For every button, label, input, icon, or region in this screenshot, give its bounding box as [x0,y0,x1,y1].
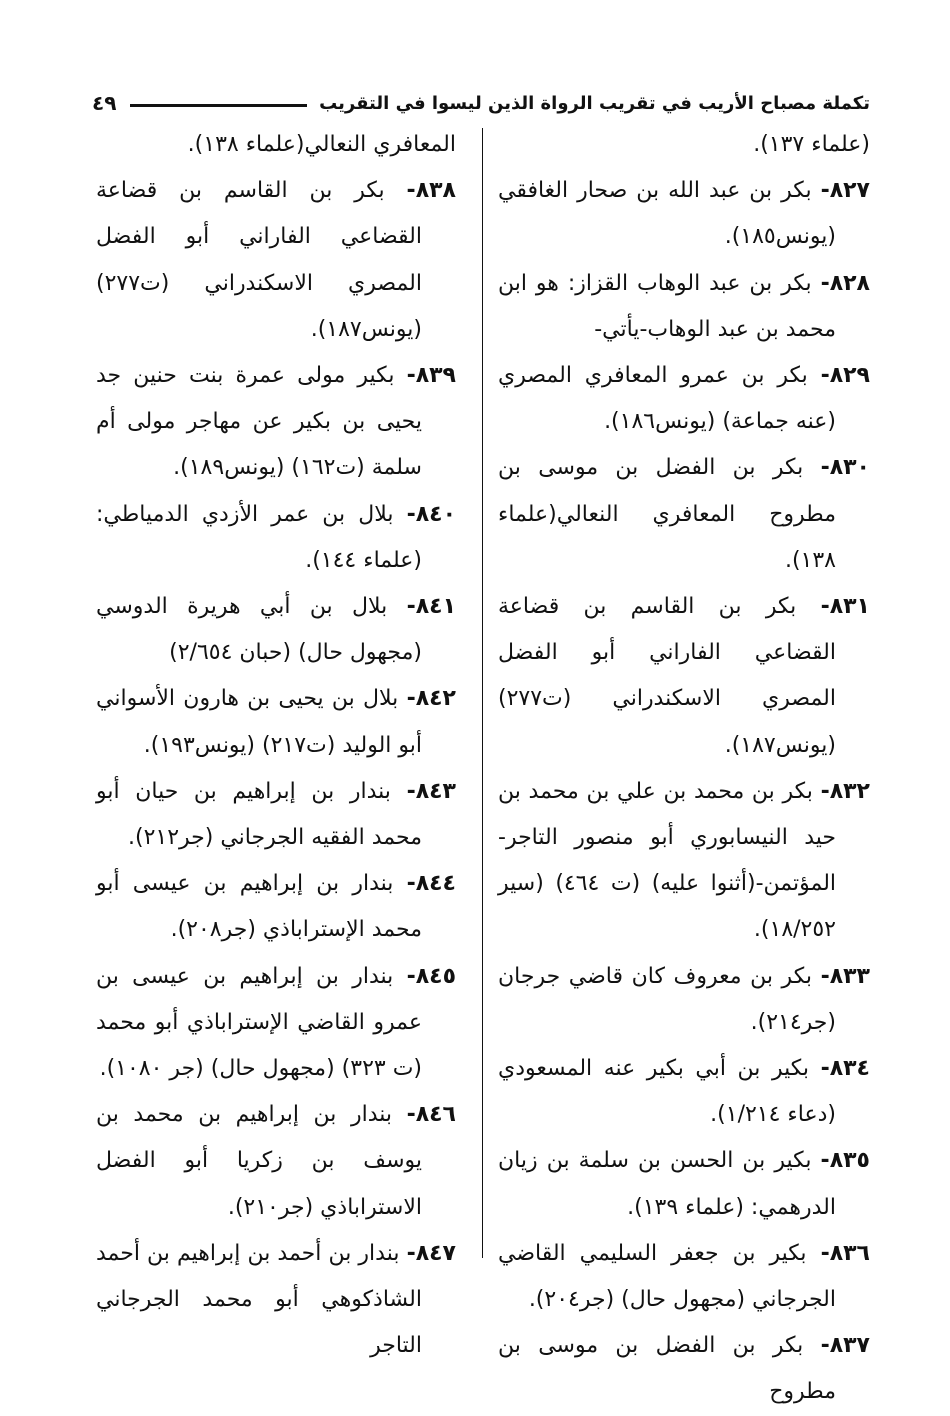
entry-840 [96,492,456,584]
entry-842 [96,676,456,768]
entry-836 [498,1231,870,1323]
entry-text: بكر بن عبد الله بن صحار الغافقي (يونس١٨٥). [498,178,836,250]
entry-841 [96,584,456,676]
entry-847 [96,1231,456,1370]
right-column [498,122,870,1416]
entry-text: بكر بن عبد الوهاب القزاز: هو ابن محمد بن عبد الوهاب-يأتي- [498,270,836,342]
entry-text: بكر بن القاسم بن قضاعة القضاعي الفاراني أبو الفضل المصري الاسكندراني (ت٢٧٧) (يونس١٨٧). [498,594,836,758]
entry-text: بكير بن جعفر السليمي القاضي الجرجاني (مجهول حال) (جر٢٠٤). [498,1240,836,1313]
entry-839 [96,353,456,492]
header-rule [130,104,307,107]
entry-continuation: (علماء ١٣٧). [753,132,870,157]
entry-text: بكر بن معروف كان قاضي جرجان (جر٢١٤). [498,963,836,1035]
entry-text: بندار بن إبراهيم بن عيسى أبو محمد الإستراباذي (جر٢٠٨). [96,871,422,943]
entry-text: بكر بن الفضل بن موسى بن مطروح المعافري النعالي(علماء ١٣٨). [498,455,836,573]
entry-number: ٨٣٨- [406,178,456,204]
entry-number: ٨٤٣- [406,778,456,804]
entry-830 [498,445,870,584]
entry-number: ٨٣٠- [820,455,870,481]
entry-number: ٨٢٧- [820,178,870,204]
entry-number: ٨٣٢- [820,778,870,804]
entry-text: بندار بن إبراهيم بن محمد بن يوسف بن زكريا أبو الفضل الاستراباذي (جر٢١٠). [96,1102,422,1220]
entry-text: بكير بن الحسن بن سلمة بن زيان الدرهمي: (علماء ١٣٩). [498,1148,836,1220]
entry-835 [498,1138,870,1230]
entry-text: بكير مولى عمرة بنت حنين جد يحيى بن بكير عن مهاجر مولى أم سلمة (ت١٦٢) (يونس١٨٩). [96,363,422,481]
entry-828 [498,261,870,353]
entry-text: بلال بن أبي هريرة الدوسي (مجهول حال) (حبان ٢/٦٥٤) [96,594,422,666]
entry-number: ٨٣١- [820,594,870,620]
entry-number: ٨٣٣- [820,963,870,989]
entry-number: ٨٤٠- [406,501,457,527]
entry-837 [498,1323,870,1415]
entry-text: بندار بن إبراهيم بن عيسى بن عمرو القاضي الإستراباذي أبو محمد (ت ٣٢٣) (مجهول حال) (جر ١٠٨٠). [96,963,422,1082]
entry-text: بندار بن أحمد بن إبراهيم بن أحمد الشاذكوهي أبو محمد الجرجاني التاجر [96,1240,422,1359]
entry-text: بكر بن محمد بن علي بن محمد بن حيد النيسابوري أبو منصور التاجر-المؤتمن-(أثنوا عليه) (ت ٤٦٤) (سير ١٨/٢٥٢). [498,778,837,943]
entry-number: ٨٣٦- [820,1240,870,1266]
entry-text: بكر بن عمرو المعافري المصري (عنه جماعة) (يونس١٨٦). [498,363,836,435]
page-number: ٤٩ [92,91,117,115]
entry-text: بلال بن عمر الأزدي الدمياطي: (علماء ١٤٤). [96,501,422,573]
entry-number: ٨٣٧- [820,1333,870,1359]
entry-number: ٨٣٥- [820,1148,870,1174]
entry-number: ٨٤١- [406,594,457,620]
entry-text: بكر بن القاسم بن قضاعة القضاعي الفاراني أبو الفضل المصري الاسكندراني (ت٢٧٧) (يونس١٨٧). [96,178,422,342]
entry-text: بكر بن الفضل بن موسى بن مطروح [498,1333,836,1405]
entry-834 [498,1046,870,1138]
entry-833 [498,954,870,1046]
entry-831 [498,584,870,769]
entry-continuation: المعافري النعالي(علماء ١٣٨). [187,132,456,157]
entry-846 [96,1092,456,1231]
entry-text: بلال بن يحيى بن هارون الأسواني أبو الوليد (ت٢١٧) (يونس١٩٣). [96,686,422,758]
entry-number: ٨٤٦- [406,1102,456,1128]
entry-number: ٨٤٧- [406,1240,456,1266]
entry-number: ٨٣٤- [820,1056,870,1082]
entry-number: ٨٢٩- [820,363,870,389]
running-header [92,86,870,120]
entry-843 [96,769,456,861]
entry-text: بكير بن أبي بكير عنه المسعودي (دعاء ١/٢١٤). [498,1056,836,1128]
entry-number: ٨٢٨- [820,270,870,296]
entry-838 [96,168,456,353]
book-title: تكملة مصباح الأريب في تقريب الرواة الذين ليسوا في التقريب [319,92,870,114]
entry-number: ٨٤٤- [406,871,456,897]
entry-number: ٨٣٩- [406,363,456,389]
entry-number: ٨٤٥- [406,963,457,989]
entry-845 [96,954,456,1093]
entry-text: بندار بن إبراهيم بن حيان أبو محمد الفقيه الجرجاني (جر٢١٢). [96,778,422,851]
entry-827 [498,168,870,260]
left-column [96,122,456,1369]
entry-832 [498,769,870,954]
entry-829 [498,353,870,445]
entry-number: ٨٤٢- [406,686,456,712]
column-divider [482,128,483,1258]
entry-844 [96,861,456,953]
